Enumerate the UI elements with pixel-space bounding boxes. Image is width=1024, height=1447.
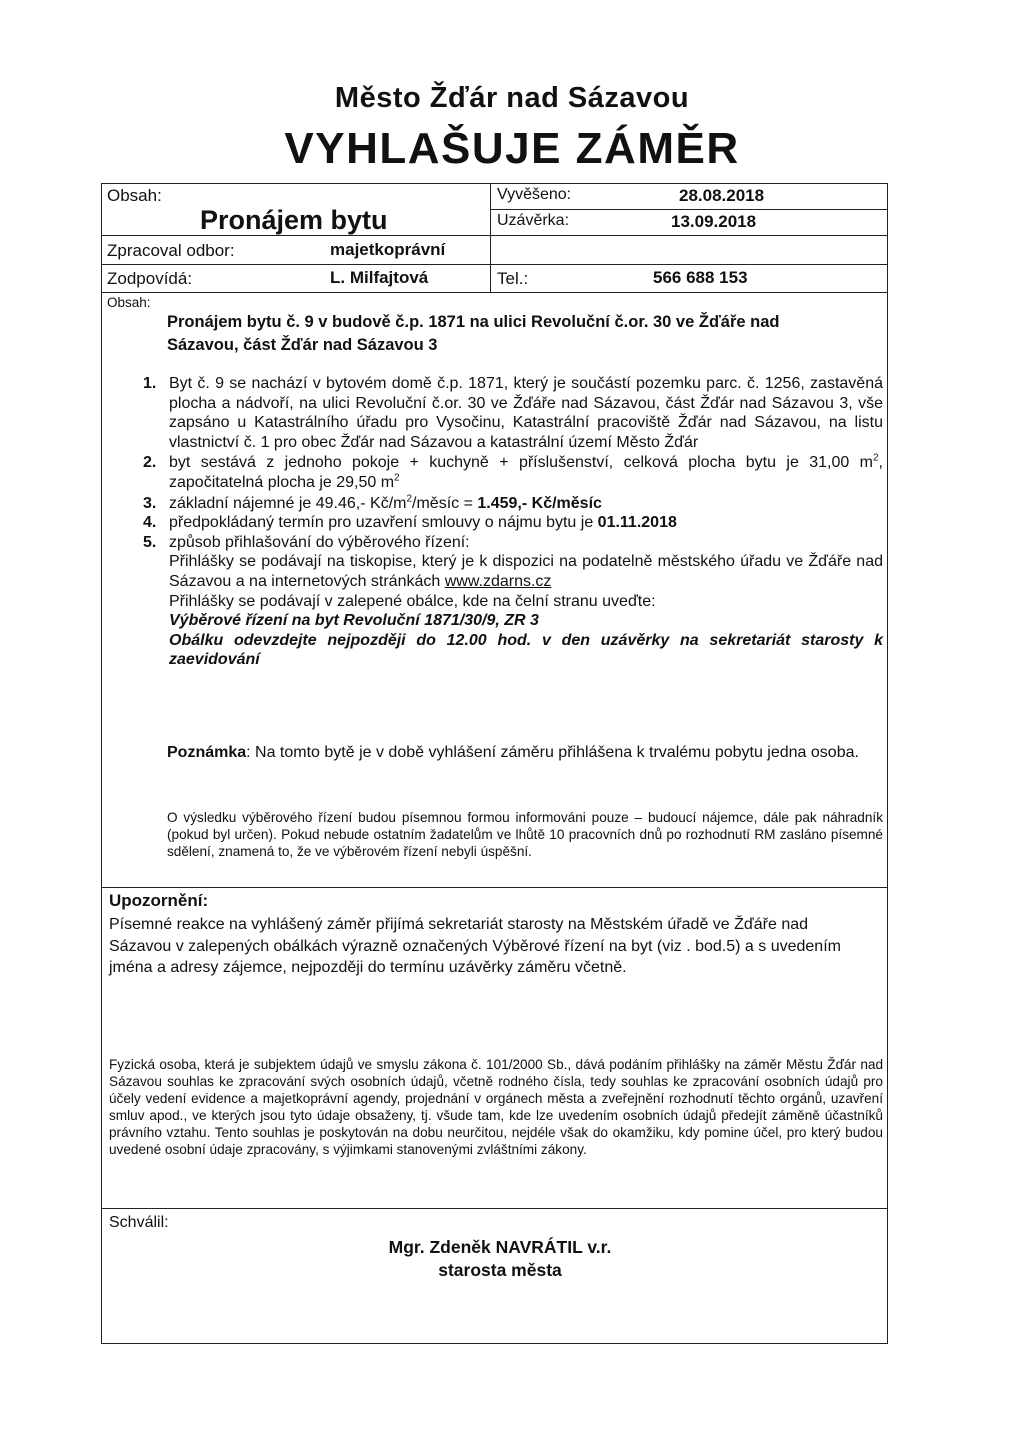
- notice-title: VYHLAŠUJE ZÁMĚR: [284, 124, 740, 173]
- item-number: 5.: [143, 533, 157, 551]
- rent-amount: 1.459,- Kč/měsíc: [477, 494, 602, 512]
- conditions-list: [143, 374, 883, 670]
- header-line-1: [490, 209, 888, 210]
- notice-frame: [101, 183, 888, 1344]
- item-text: předpokládaný termín pro uzavření smlouvy o nájmu bytu je: [169, 514, 598, 532]
- item-number: 3.: [143, 494, 157, 512]
- content-label: Obsah:: [107, 295, 151, 310]
- note-text: : Na tomto bytě je v době vyhlášení záměru přihlášena k trvalému pobytu jedna osoba.: [246, 744, 859, 761]
- website-link[interactable]: www.zdarns.cz: [444, 572, 552, 590]
- tel-value: 566 688 153: [653, 268, 748, 287]
- item-number: 4.: [143, 514, 157, 532]
- deadline-text: Obálku odevzdejte nejpozději do 12.00 hod. v den uzávěrky na sekretariát starosty k zaevidování: [169, 631, 883, 669]
- gdpr-consent: Fyzická osoba, která je subjektem údajů ve smyslu zákona č. 101/2000 Sb., dává podáním přihlášky na záměr Městu Žďár nad Sázavou souhlas ke zpracování svých osobních údajů, včetně rodného čísla, tedy souhlas ke zpracování osobních údajů pro účely vedení evidence a majetkoprávní agendy, projednání v orgánech města a zveřejnění rozhodnutí těchto orgánů, uzavření smluv apod., ve kterých jsou tyto údaje obsaženy, tj. všude tam, kde lze uvedením osobních údajů předejít záměně účastníků právního vztahu. Tento souhlas je poskytován na dobu neurčitou, nejdéle však do okamžiku, kdy pomine účel, pro který budou uvedené osobní údaje zpracovány, s výjimkami stanovenými zvláštními zákony.: [109, 1057, 883, 1157]
- list-item: [143, 453, 883, 492]
- tender-name: Výběrové řízení na byt Revoluční 1871/30/9, ZR 3: [169, 612, 539, 630]
- application-text: Přihlášky se podávají na tiskopise, který je k dispozici na podatelně městského úřadu ve Žďáře nad Sázavou a na internetových stránkách: [169, 553, 883, 590]
- item-text: /měsíc =: [412, 494, 478, 512]
- item-number: 2.: [143, 454, 157, 472]
- uzaverka-value: 13.09.2018: [671, 212, 757, 231]
- warning-title: Upozornění:: [109, 891, 209, 910]
- note-label: Poznámka: [167, 744, 247, 761]
- item-text: způsob přihlašování do výběrového řízení:: [169, 533, 470, 551]
- item-text: Byt č. 9 se nachází v bytovém domě č.p. 1871, který je součástí pozemku parc. č. 1256, zastavěná plocha a nádvoří, na ulici Revoluční č.or. 30 ve Žďáře nad Sázavou, část Žďár nad Sázavou 3, vše zapsáno u Katastrálního úřadu pro Vysočinu, Katastrální pracoviště Žďár nad Sázavou, na listu vlastnictví č. 1 pro obec Žďár nad Sázavou a katastrální území Město Žďár: [169, 375, 883, 451]
- header-line-4: [101, 292, 888, 293]
- superscript: 2: [872, 453, 879, 465]
- uzaverka-label: Uzávěrka:: [497, 212, 570, 229]
- warning-text: Písemné reakce na vyhlášený záměr přijímá sekretariát starosty na Městském úřadě ve Žďáře nad Sázavou v zalepených obálkách výrazně označených Výběrové řízení na byt (viz . bod.5) a s uvedením jména a adresy zájemce, nejpozději do termínu uzávěrky záměru včetně.: [109, 916, 841, 976]
- result-info: O výsledku výběrového řízení budou písemnou formou informováni pouze – budoucí nájemce, dále pak náhradník (pokud byl určen). Pokud nebude ostatním žadatelům ve lhůtě 10 pracovních dnů po rozhodnutí RM zasláno písemné sdělení, znamená to, že ve výběrovém řízení nebyli úspěšní.: [167, 810, 883, 859]
- application-paragraph: [143, 552, 883, 591]
- obsah-label: Obsah:: [107, 186, 162, 205]
- zodpovida-value: L. Milfajtová: [330, 268, 429, 287]
- item-number: 1.: [143, 375, 157, 392]
- tel-label: Tel.:: [497, 269, 529, 288]
- approval-divider: [101, 1208, 888, 1209]
- list-item: [143, 513, 883, 533]
- vyveseno-value: 28.08.2018: [679, 186, 765, 205]
- note: [167, 743, 883, 763]
- city-name: Město Žďár nad Sázavou: [334, 82, 690, 114]
- obsah-value: Pronájem bytu: [200, 205, 388, 235]
- header-divider-v1: [490, 183, 491, 292]
- approved-by-label: Schválil:: [109, 1214, 169, 1231]
- zodpovida-label: Zodpovídá:: [107, 269, 193, 288]
- mayor-name: Mgr. Zdeněk NAVRÁTIL v.r.: [388, 1237, 612, 1257]
- superscript: 2: [394, 472, 400, 484]
- list-item: [143, 494, 883, 514]
- header-line-3: [101, 264, 888, 265]
- list-item: [143, 533, 883, 670]
- contract-date: 01.11.2018: [597, 514, 677, 532]
- item-text: byt sestává z jednoho pokoje + kuchyně + příslušenství, celková plocha bytu je 31,00 m: [169, 454, 873, 472]
- subject-line-2: Sázavou, část Žďár nad Sázavou 3: [167, 336, 438, 354]
- superscript: 2: [406, 493, 413, 505]
- warning-divider: [101, 887, 888, 888]
- envelope-text: Přihlášky se podávají v zalepené obálce, kde na čelní stranu uveďte:: [169, 592, 656, 610]
- odbor-value: majetkoprávní: [330, 240, 446, 259]
- mayor-role: starosta města: [438, 1260, 562, 1280]
- item-text: základní nájemné je 49.46,- Kč/m: [169, 494, 407, 512]
- list-item: [143, 374, 883, 452]
- item-text: , započitatelná plocha je 29,50 m: [169, 454, 883, 491]
- odbor-label: Zpracoval odbor:: [107, 241, 235, 260]
- subject-line-1: Pronájem bytu č. 9 v budově č.p. 1871 na ulici Revoluční č.or. 30 ve Žďáře nad: [167, 313, 780, 331]
- vyveseno-label: Vyvěšeno:: [497, 186, 572, 203]
